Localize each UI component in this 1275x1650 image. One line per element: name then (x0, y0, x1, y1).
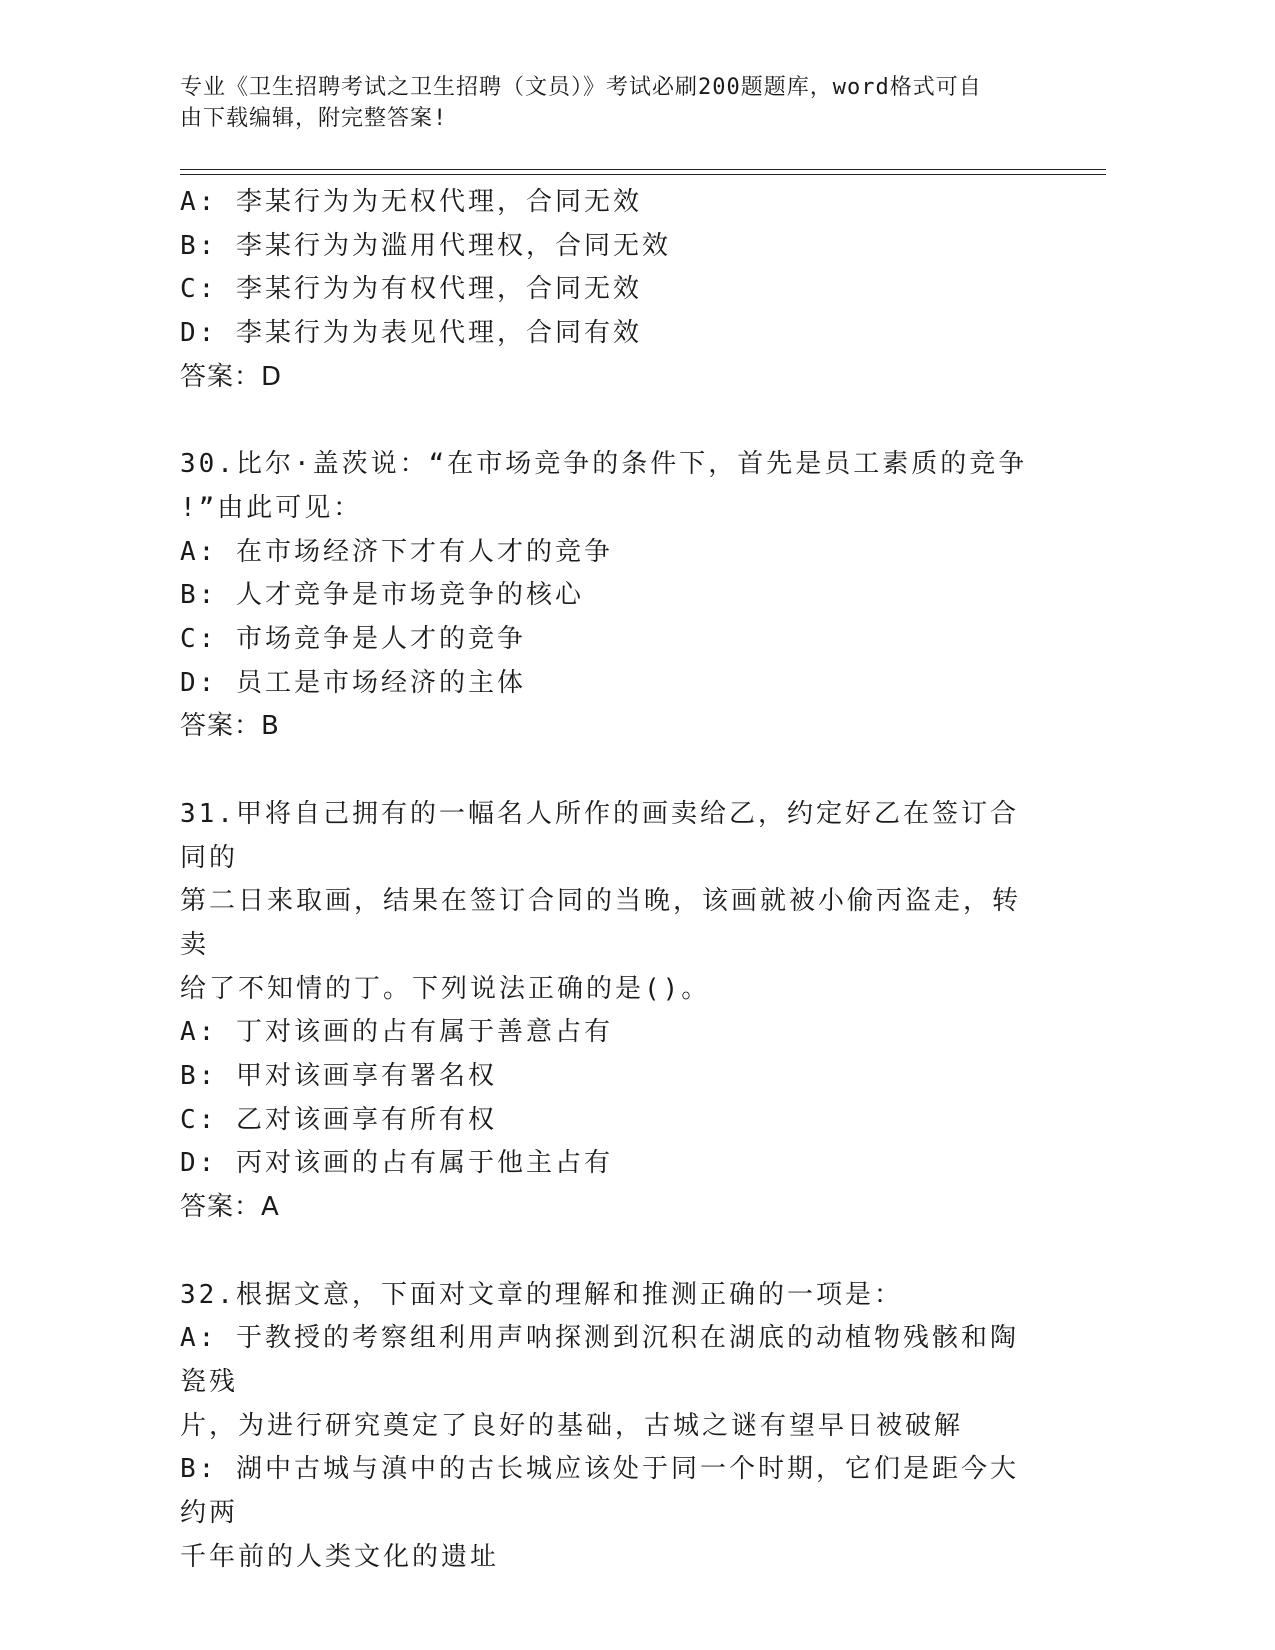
answer-line: 答案：B (180, 711, 280, 742)
option-c: C: 李某行为为有权代理，合同无效 (180, 274, 642, 305)
question-stem-line: 第二日来取画，结果在签订合同的当晚，该画就被小偷丙盗走，转卖 (180, 886, 1022, 960)
option-d: D: 李某行为为表见代理，合同有效 (180, 318, 642, 349)
option-a: A: 于教授的考察组利用声呐探测到沉积在湖底的动植物残骸和陶瓷残 (180, 1323, 1019, 1397)
answer-line: 答案：D (180, 361, 283, 392)
option-b: B: 湖中古城与滇中的古长城应该处于同一个时期，它们是距今大约两 (180, 1454, 1019, 1529)
option-c: C: 乙对该画享有所有权 (180, 1104, 497, 1135)
option-b-continued: 千年前的人类文化的遗址 (180, 1541, 500, 1572)
option-a: A: 李某行为为无权代理，合同无效 (180, 187, 642, 217)
question-stem-line: !”由此可见： (180, 492, 363, 523)
question-29 (180, 181, 1040, 400)
option-d: D: 丙对该画的占有属于他主占有 (180, 1148, 613, 1179)
question-32 (180, 1274, 1040, 1580)
option-a: A: 丁对该画的占有属于善意占有 (180, 1017, 613, 1048)
option-b: B: 人才竞争是市场竞争的核心 (180, 580, 584, 611)
answer-line: 答案：A (180, 1192, 280, 1223)
question-stem-line: 31.甲将自己拥有的一幅名人所作的画卖给乙，约定好乙在签订合同的 (180, 798, 1019, 873)
question-stem-line: 30.比尔·盖茨说：“在市场竞争的条件下，首先是员工素质的竞争 (180, 449, 1028, 480)
question-stem-line: 32.根据文意，下面对文章的理解和推测正确的一项是： (180, 1279, 903, 1310)
option-a-continued: 片，为进行研究奠定了良好的基础，古城之谜有望早日被破解 (180, 1410, 964, 1441)
question-stem-line: 给了不知情的丁。下列说法正确的是()。 (180, 973, 711, 1004)
header-line-2: 由下载编辑，附完整答案! (180, 106, 448, 131)
option-b: B: 甲对该画享有署名权 (180, 1061, 497, 1092)
question-31 (180, 793, 1040, 1230)
option-b: B: 李某行为为滥用代理权，合同无效 (180, 230, 671, 261)
option-a: A: 在市场经济下才有人才的竞争 (180, 536, 613, 567)
spacer (180, 749, 1040, 793)
header-line-1: 专业《卫生招聘考试之卫生招聘（文员）》考试必刷200题题库，word格式可自 (180, 75, 982, 100)
document-header (180, 72, 1030, 134)
header-divider (180, 169, 1106, 175)
question-30 (180, 443, 1040, 749)
option-d: D: 员工是市场经济的主体 (180, 667, 526, 698)
spacer (180, 1230, 1040, 1274)
option-c: C: 市场竞争是人才的竞争 (180, 624, 526, 655)
question-content (180, 181, 1040, 1579)
spacer (180, 400, 1040, 444)
